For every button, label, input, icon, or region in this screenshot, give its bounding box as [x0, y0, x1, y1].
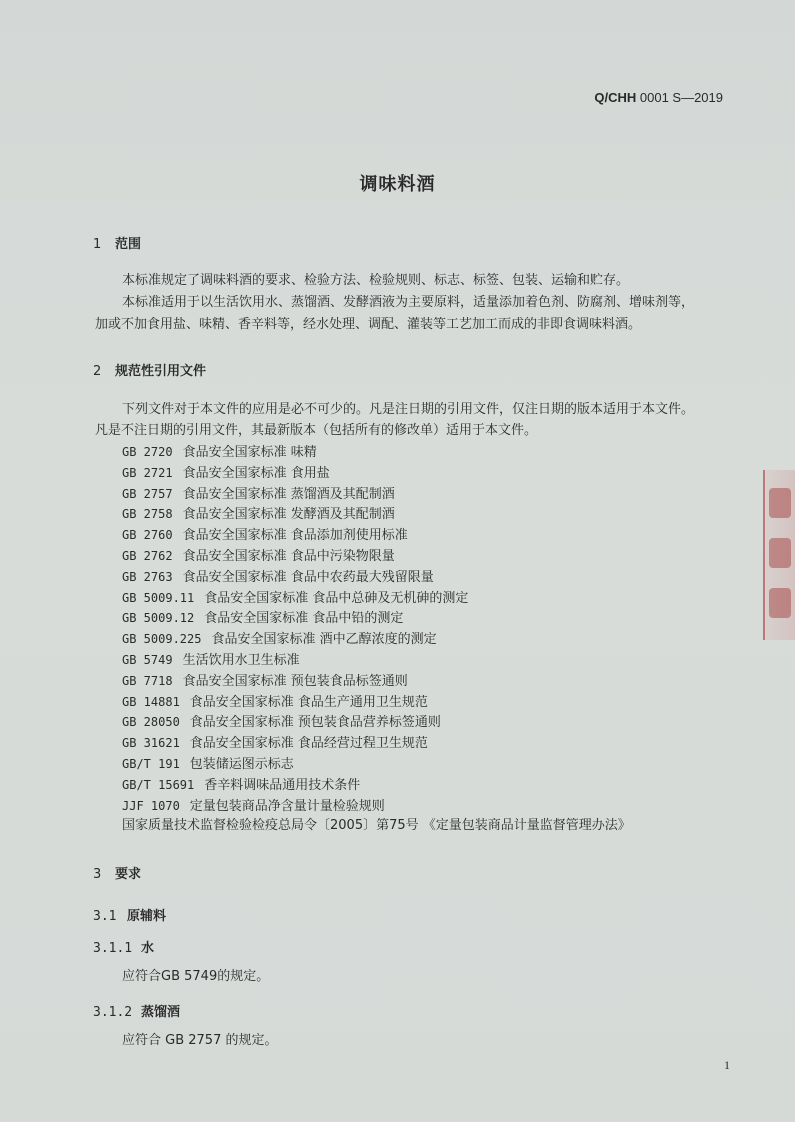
paragraph: 应符合 GB 2757 的规定。	[122, 1033, 278, 1048]
reference-code: GB 5009.12	[122, 611, 195, 626]
reference-title: 食品安全国家标准 食品中总砷及无机砷的测定	[204, 590, 469, 606]
reference-title: 香辛料调味品通用技术条件	[204, 777, 361, 793]
reference-title: 生活饮用水卫生标准	[182, 652, 300, 668]
seal-stamp	[763, 470, 795, 640]
reference-code: GB 2760	[122, 528, 173, 543]
reference-code: GB 7718	[122, 673, 173, 688]
reference-item	[122, 504, 631, 525]
reference-title: 食品安全国家标准 食品添加剂使用标准	[182, 528, 408, 544]
reference-code: GB 5009.11	[122, 590, 195, 605]
reference-code: GB/T 191	[122, 756, 180, 771]
reference-code: GB 2721	[122, 465, 173, 480]
standard-code-number: 0001 S—2019	[639, 90, 723, 105]
reference-item	[122, 796, 631, 817]
paragraph: 本标准规定了调味料酒的要求、检验方法、检验规则、标志、标签、包装、运输和贮存。	[122, 273, 630, 288]
reference-title: 包装储运图示标志	[189, 756, 294, 772]
reference-code: GB 31621	[122, 736, 180, 751]
reference-title: 国家质量技术监督检验检疫总局令〔2005〕第75号 《定量包装商品计量监督管理办法》	[122, 818, 631, 834]
paragraph: 下列文件对于本文件的应用是必不可少的。凡是注日期的引用文件，仅注日期的版本适用于本文件。	[122, 402, 695, 417]
reference-item	[122, 484, 631, 505]
paragraph: 本标准适用于以生活饮用水、蒸馏酒、发酵酒液为主要原料，适量添加着色剂、防腐剂、增味剂等，	[122, 295, 695, 310]
reference-code: GB 5009.225	[122, 632, 202, 647]
reference-title: 食品安全国家标准 酒中乙醇浓度的测定	[211, 632, 437, 648]
reference-item	[122, 671, 631, 692]
section-3-heading	[93, 863, 141, 882]
reference-code: GB 5749	[122, 652, 173, 667]
reference-code: GB 2720	[122, 445, 173, 459]
subsection-title: 水	[141, 941, 155, 956]
reference-item	[122, 588, 631, 609]
subsection-number: 3.1	[93, 909, 117, 924]
section-2-heading	[93, 360, 206, 379]
paragraph: 应符合GB 5749的规定。	[122, 969, 270, 984]
reference-title: 食品安全国家标准 食品生产通用卫生规范	[189, 694, 428, 710]
reference-title: 食品安全国家标准 发酵酒及其配制酒	[182, 507, 395, 523]
standard-code	[594, 90, 723, 105]
reference-code: GB/T 15691	[122, 777, 195, 792]
reference-item	[122, 608, 631, 629]
reference-title: 定量包装商品净含量计量检验规则	[189, 798, 385, 814]
subsection-3-1-2-heading	[93, 1001, 180, 1020]
document-title: 调味料酒	[359, 174, 436, 195]
section-title: 范围	[115, 237, 142, 252]
reference-item	[122, 442, 631, 463]
reference-code: GB 2762	[122, 548, 173, 563]
reference-item	[122, 525, 631, 546]
subsection-number: 3.1.2	[93, 1005, 133, 1020]
subsection-number: 3.1.1	[93, 941, 133, 956]
reference-title: 食品安全国家标准 预包装食品标签通则	[182, 673, 408, 689]
reference-code: GB 28050	[122, 715, 180, 730]
reference-item	[122, 775, 631, 796]
standard-code-prefix: Q/CHH	[594, 90, 637, 105]
subsection-title: 蒸馏酒	[141, 1005, 181, 1020]
reference-code: GB 2763	[122, 569, 173, 584]
section-number: 2	[93, 364, 102, 379]
reference-item	[122, 546, 631, 567]
subsection-title: 原辅料	[127, 909, 167, 924]
reference-code: GB 14881	[122, 694, 180, 709]
reference-title: 食品安全国家标准 食品中农药最大残留限量	[182, 569, 434, 585]
reference-code: GB 2758	[122, 507, 173, 522]
reference-item	[122, 567, 631, 588]
reference-item	[122, 733, 631, 754]
section-title: 要求	[115, 867, 142, 882]
reference-item	[122, 754, 631, 775]
reference-title: 食品安全国家标准 味精	[182, 445, 317, 460]
section-1-heading	[93, 233, 141, 252]
reference-code: JJF 1070	[122, 798, 180, 813]
subsection-3-1-heading	[93, 905, 166, 924]
paragraph: 加或不加食用盐、味精、香辛料等，经水处理、调配、灌装等工艺加工而成的非即食调味料酒。	[95, 317, 642, 332]
reference-title: 食品安全国家标准 食品经营过程卫生规范	[189, 736, 428, 752]
section-number: 1	[93, 237, 102, 252]
reference-title: 食品安全国家标准 蒸馏酒及其配制酒	[182, 486, 395, 502]
reference-title: 食品安全国家标准 食用盐	[182, 465, 330, 481]
section-number: 3	[93, 867, 102, 882]
reference-item	[122, 629, 631, 650]
reference-item	[122, 650, 631, 671]
reference-code: GB 2757	[122, 486, 173, 501]
reference-title: 食品安全国家标准 食品中铅的测定	[204, 611, 404, 627]
subsection-3-1-1-heading	[93, 937, 154, 956]
reference-item	[122, 692, 631, 713]
reference-title: 食品安全国家标准 预包装食品营养标签通则	[189, 715, 441, 731]
reference-title: 食品安全国家标准 食品中污染物限量	[182, 548, 395, 564]
reference-item	[122, 463, 631, 484]
reference-item	[122, 816, 631, 837]
reference-item	[122, 712, 631, 733]
section-title: 规范性引用文件	[115, 364, 207, 379]
page-number: 1	[724, 1058, 730, 1072]
paragraph: 凡是不注日期的引用文件，其最新版本（包括所有的修改单）适用于本文件。	[95, 423, 538, 438]
reference-list	[122, 442, 631, 837]
